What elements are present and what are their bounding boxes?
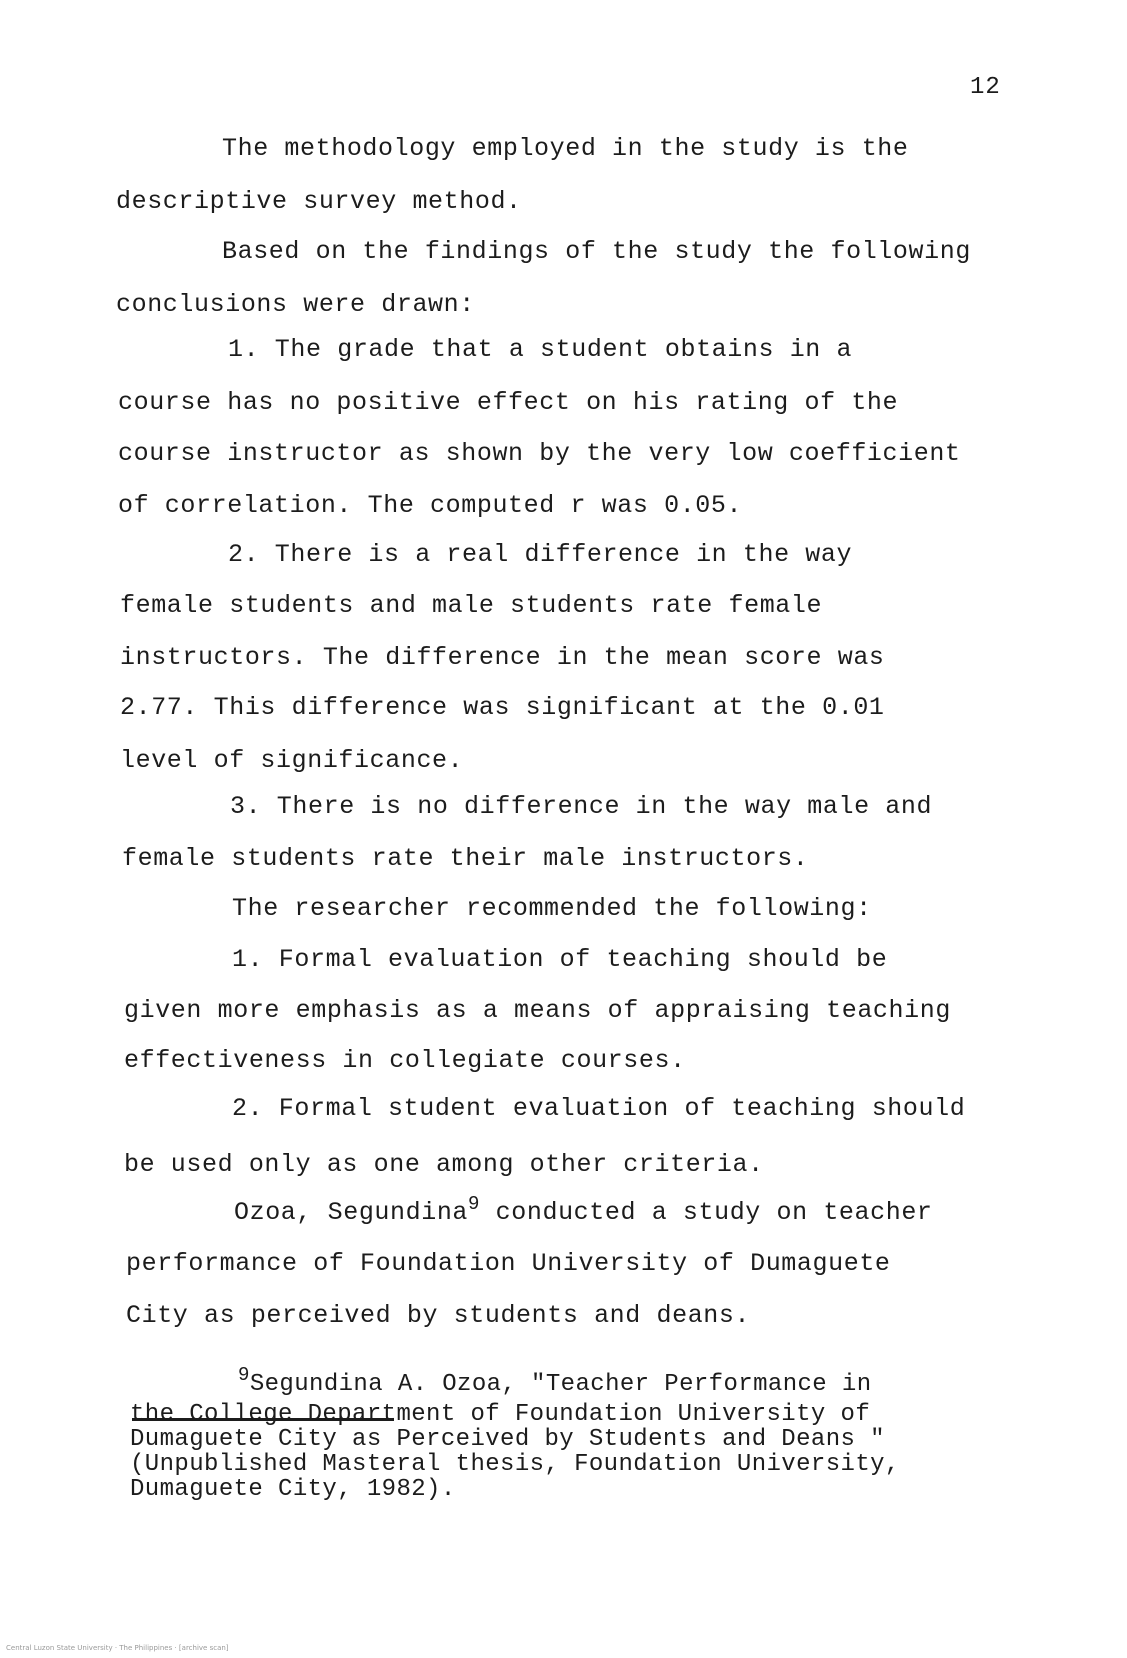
body-line: 2. There is a real difference in the way xyxy=(228,540,853,569)
ozoa-author: Ozoa, Segundina xyxy=(234,1198,469,1227)
body-line: female students and male students rate female xyxy=(120,591,823,620)
body-line: 2. Formal student evaluation of teaching should xyxy=(232,1094,966,1123)
body-line: The researcher recommended the following: xyxy=(232,894,872,923)
body-line: Based on the findings of the study the following xyxy=(222,237,971,266)
ozoa-paragraph-line xyxy=(234,1193,933,1229)
footnote-marker: 9 xyxy=(238,1364,250,1386)
body-line: 1. The grade that a student obtains in a xyxy=(228,335,853,364)
body-line: 2.77. This difference was significant at the 0.01 xyxy=(120,693,885,722)
footnote-line: Dumaguete City as Perceived by Students and Deans " xyxy=(130,1426,885,1453)
body-line: given more emphasis as a means of appraising teaching xyxy=(124,996,951,1025)
body-line: level of significance. xyxy=(120,746,464,775)
scan-stamp: Central Luzon State University · The Philippines · [archive scan] xyxy=(6,1644,229,1652)
footnote-line: the College Department of Foundation University of xyxy=(130,1401,871,1428)
body-line: The methodology employed in the study is the xyxy=(222,134,909,163)
page-number: 12 xyxy=(970,74,1001,101)
body-line: conclusions were drawn: xyxy=(116,290,475,319)
body-line: 1. Formal evaluation of teaching should be xyxy=(232,945,888,974)
footnote-reference: 9 xyxy=(468,1193,481,1215)
body-line: descriptive survey method. xyxy=(116,187,522,216)
body-line: instructors. The difference in the mean score was xyxy=(120,643,885,672)
ozoa-text: conducted a study on teacher xyxy=(480,1198,933,1227)
body-line: of correlation. The computed r was 0.05. xyxy=(118,491,743,520)
ozoa-paragraph-line: City as perceived by students and deans. xyxy=(126,1301,751,1330)
body-line: effectiveness in collegiate courses. xyxy=(124,1046,686,1075)
body-line: course has no positive effect on his rating of the xyxy=(118,388,899,417)
body-line: course instructor as shown by the very low coefficient xyxy=(118,439,961,468)
footnote-line xyxy=(238,1364,872,1398)
body-line: 3. There is no difference in the way male and xyxy=(230,792,933,821)
footnote-text: Segundina A. Ozoa, "Teacher Performance in xyxy=(249,1371,872,1398)
body-line: female students rate their male instructors. xyxy=(122,844,809,873)
ozoa-paragraph-line: performance of Foundation University of Dumaguete xyxy=(126,1249,891,1278)
body-line: be used only as one among other criteria. xyxy=(124,1150,764,1179)
footnote-line: Dumaguete City, 1982). xyxy=(130,1476,456,1503)
footnote-line: (Unpublished Masteral thesis, Foundation University, xyxy=(130,1451,900,1478)
